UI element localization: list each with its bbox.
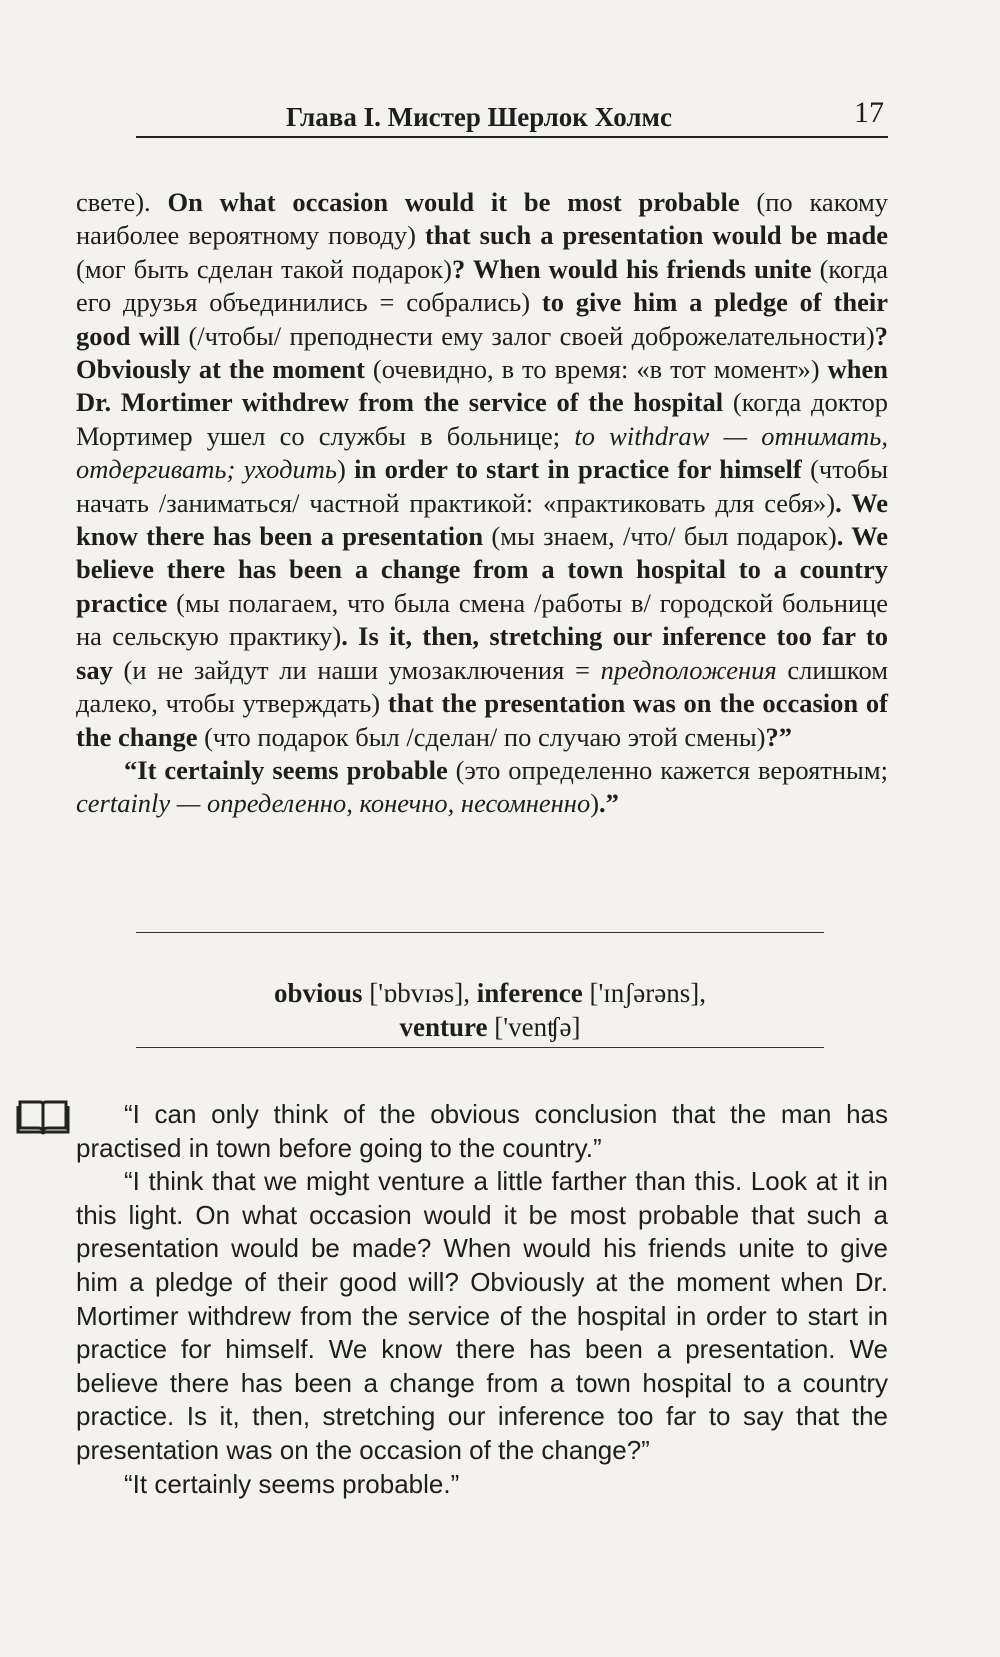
english-phrase: that the presentation was on the occasion of the change bbox=[76, 688, 888, 752]
vocabulary-box bbox=[100, 976, 880, 1044]
english-phrase: to give him a pledge of their good will bbox=[76, 287, 888, 351]
annotated-text bbox=[76, 186, 888, 821]
russian-gloss: (это определенно кажется вероятным; bbox=[447, 754, 888, 785]
divider-top bbox=[136, 932, 824, 933]
russian-gloss: (и не зайдут ли наши умозаключения = bbox=[112, 654, 601, 685]
russian-gloss: (когда его друзья объединились = собрались) bbox=[76, 253, 888, 318]
russian-gloss: (мы полагаем, что была смена /работы в/ городской больнице на сельскую практику) bbox=[76, 587, 888, 652]
vocab-transcription: ['venʧə] bbox=[487, 1012, 581, 1042]
italic-note: certainly — определенно, конечно, несомненно bbox=[76, 788, 591, 819]
original-text bbox=[76, 1098, 888, 1501]
english-phrase: in order to start in practice for himself bbox=[354, 454, 802, 485]
divider-bottom bbox=[136, 1047, 824, 1048]
original-paragraph: “I think that we might venture a little farther than this. Look at it in this light. On what occasion would it be most probable that such a presentation would be made? When would his friends unite to give him a pledge of their good will? Obviously at the moment when Dr. Mortimer withdrew from the service of the hospital in order to start in practice for himself. We know there has been a presentation. We believe there has been a change from a town hospital to a country practice. Is it, then, stretching our inference too far to say that the presentation was on the occasion of the change?” bbox=[76, 1166, 888, 1465]
vocab-word: venture bbox=[399, 1012, 488, 1042]
russian-gloss: слишком далеко, чтобы утверждать) bbox=[76, 654, 888, 719]
russian-gloss: (/чтобы/ преподнести ему залог своей доброжелательности) bbox=[180, 320, 875, 351]
open-book-icon bbox=[16, 1096, 70, 1136]
russian-gloss: (мог быть сделан такой подарок) bbox=[76, 253, 452, 284]
english-phrase: ? When would his friends unite bbox=[451, 253, 812, 284]
english-phrase: ?” bbox=[765, 721, 792, 752]
russian-gloss: (что подарок был /сделан/ по случаю этой смены) bbox=[197, 721, 766, 752]
page-number: 17 bbox=[854, 96, 884, 129]
english-phrase: “It certainly seems probable bbox=[124, 754, 448, 785]
vocab-transcription: ['ɪnʃərəns], bbox=[582, 978, 707, 1008]
english-phrase: . Is it, then, stretching our inference too far to say bbox=[76, 621, 889, 685]
vocabulary-line-1 bbox=[100, 976, 880, 1010]
russian-gloss: (мы знаем, /что/ был подарок) bbox=[483, 521, 837, 552]
russian-gloss: (чтобы начать /заниматься/ частной практикой: «практиковать для себя») bbox=[76, 454, 888, 518]
english-phrase: . We know there has been a presentation bbox=[76, 487, 888, 552]
vocab-word: obvious bbox=[273, 978, 363, 1008]
annotated-paragraph-2 bbox=[76, 754, 888, 821]
russian-gloss: (по какому наиболее вероятному поводу) bbox=[76, 187, 888, 251]
italic-note: предположения bbox=[600, 654, 777, 685]
vocab-word: inference bbox=[476, 978, 583, 1008]
english-phrase: that such a presentation would be made bbox=[424, 220, 888, 251]
vocab-transcription: ['ɒbvɪəs], bbox=[362, 978, 477, 1008]
page-header bbox=[136, 96, 888, 138]
vocabulary-line-2 bbox=[100, 1010, 880, 1044]
russian-gloss: (когда доктор Мортимер ушел со службы в больнице; bbox=[76, 387, 889, 451]
original-paragraph: “I can only think of the obvious conclusion that the man has practised in town before going to the country.” bbox=[76, 1099, 888, 1163]
russian-gloss: ) bbox=[590, 788, 600, 819]
english-phrase: .” bbox=[599, 788, 619, 819]
russian-gloss: (очевидно, в то время: «в тот момент») bbox=[364, 354, 828, 385]
chapter-title: Глава I. Мистер Шерлок Холмс bbox=[286, 102, 672, 132]
english-phrase: On what occasion would it be most probable bbox=[167, 187, 740, 217]
russian-gloss: свете). bbox=[76, 187, 168, 217]
english-phrase: . We believe there has been a change from a town hospital to a country practice bbox=[76, 521, 888, 618]
english-phrase: when Dr. Mortimer withdrew from the service of the hospital bbox=[76, 354, 888, 418]
russian-gloss: ) bbox=[336, 454, 355, 485]
italic-note: to withdraw — отнимать, отдергивать; уходить bbox=[76, 420, 888, 485]
annotated-paragraph-1 bbox=[76, 186, 888, 754]
english-phrase: ? Obviously at the moment bbox=[76, 320, 888, 385]
original-paragraph: “It certainly seems probable.” bbox=[124, 1468, 460, 1499]
